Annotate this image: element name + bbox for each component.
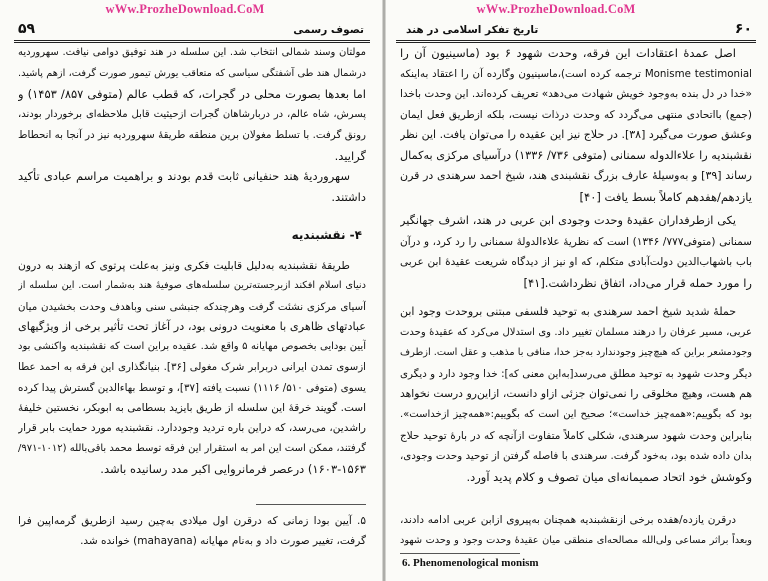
page-right <box>384 0 768 581</box>
text-line: ۱۶۰۳-۱۵۶۳) درعصر فرمانروایی اکبر مدد رسانیده باشد. <box>100 461 366 476</box>
footnote-line: ۵. آیین بودا زمانی که درقرن اول میلادی به‌چین رسید ازطریق گرمه‌اپین فرا <box>18 515 366 527</box>
text-line: حملهٔ شدید شیخ احمد سرهندی به توحید فلسفی مبتنی بروحدت وجود ابن <box>400 305 736 318</box>
paragraph <box>18 43 366 166</box>
text-line: اما بعدها بصورت محلی در گجرات، که قطب عالم (متوفی ۸۵۷/ ۱۴۵۳) و <box>18 87 366 101</box>
text-line: دنیای اسلام افکند ازبرجسته‌ترین سلسله‌های صوفیهٔ هند به‌شمار است. این سلسله از <box>18 280 366 292</box>
text-line: بود که بگوییم:«همه‌چیز خداست»؛ صحیح این است که بگوییم:«همه‌چیز ازخداست». <box>400 408 752 420</box>
text-line: بنابراین وحدت شهود سرهندی، شکلی کاملاً متفاوت ازآنچه که در بارهٔ توحید حلاج <box>400 429 752 442</box>
text-line: مولتان وسند شمالی انتخاب شد. این سلسله در هند توفیق دوامی نیافت. سهروردیه <box>18 47 366 58</box>
footnote-rule <box>256 504 366 505</box>
footnote-line: گرفت، تغییر صورت داد و به‌نام مهایانه (mahayana) خوانده شد. <box>80 535 366 547</box>
text-line: رساند [۳۹] و به‌وسیلهٔ عارف بزرگ نقشبندی هند، شیخ احمد سرهندی در قرن <box>400 169 752 182</box>
footnote-rule <box>400 553 520 554</box>
paragraph <box>400 43 752 207</box>
footnote: 6. Phenomenological monism <box>402 557 539 569</box>
text-line: داشتند. <box>331 189 366 204</box>
text-line: طریقهٔ نقشبندیه به‌دلیل قابلیت فکری ونیز به‌علت پرتوی که ازهند به درون <box>18 259 350 272</box>
running-head: تاریخ تفکر اسلامی در هند <box>406 24 539 36</box>
text-line: آسیای مرکزی نشئت گرفت وهرچندکه جنبشی سنی وباهدف وحدت بخشیدن میان <box>18 300 366 313</box>
text-line: بدان داده شده بود، به‌خود گرفت. سرهندی با فاصله گرفتن از توحید وحدت وجودی، <box>400 450 752 463</box>
text-line: آیین بودایی بخصوص مهایانه ۵ واقع شد. عقیده براین است که نقشبندیه واکنشی بود <box>18 341 366 353</box>
text-line: درقرن یازده/هفده برخی ازنقشبندیه همچنان به‌پیروی ازابن عربی ادامه دادند، <box>400 514 736 526</box>
text-line: عبادتهای ظاهری با معنویت درونی بود، در آغاز تحت تأثیر برخی از ویژگیهای <box>18 319 366 333</box>
text-line: دیگر وحدت شهود به توحید مطلق می‌رسد[به‌این معنی که]: خدا وجود دارد و دیگری <box>400 367 752 380</box>
page-number: ۵۹ <box>18 21 36 37</box>
text-line: سمنانی (متوفی۷۷۷/ ۱۳۴۶) است که نظریهٔ علاءالدولهٔ سمنانی را رد کرد، و درآن <box>400 235 752 248</box>
text-line: پسرش، شاه عالم، در دربارشاهان گجرات ازحیثیت قابل ملاحظه‌ای برخوردار بودند، <box>18 108 366 120</box>
text-line: راشدین، می‌رسد، که دراین باره تردید وجوددارد. نقشبندیه مورد حمایت بابر قرار <box>18 422 366 435</box>
text-line: (جمع) بااتحادی منتهی می‌گردد که وحدت درذات نیست، بلکه ازطریق فعل ایمان <box>400 108 752 121</box>
text-line: نقشبندیه را علاءالدوله سمنانی (متوفی ۷۳۶/ ۱۳۳۶) درآسیای مرکزی به‌کمال <box>400 148 752 162</box>
watermark: wWw.ProzheDownload.CoM <box>105 2 265 16</box>
text-line: یکی ازطرفداران عقیدهٔ وحدت وجودی ابن عربی در هند، اشرف جهانگیر <box>400 214 736 227</box>
text-line: عربی، مسیر عرفان را درهند مسلمان تغییر داد. وی استدلال می‌کرد که عقیدهٔ وحدت <box>400 326 752 338</box>
paragraph <box>400 302 752 487</box>
paragraph <box>400 211 752 293</box>
text-line: سهروردیهٔ هند حنفیانی ثابت قدم بودند و براهمیت مراسم عبادی تأکید <box>18 169 350 183</box>
page-number: ۶۰ <box>734 21 752 37</box>
text-line: «خدا در دل بنده به‌وجود خویش شهادت می‌دهد» تعریف کرده‌اند. این وحدت باخدا <box>400 88 752 100</box>
text-line: یسوی (متوفی ۵۱۰/ ۱۱۱۶) نسبت یافته [۳۷]، و توسط بهاءالدین گسترش پیدا کرده <box>18 381 366 394</box>
text-line: یازدهم/هفدهم کاملاً بسط یافت [۴۰] <box>579 189 752 204</box>
text-line: رونق گرفت. با تسلط مغولان برین منطقه طریقهٔ سهروردیه نیز در آنجا به انحطاط <box>18 129 366 141</box>
watermark: wWw.ProzheDownload.CoM <box>476 2 636 16</box>
section-heading: ۴- نقشبندیه <box>291 228 362 242</box>
text-line: گرایید. <box>334 148 366 163</box>
footnote <box>18 511 366 551</box>
paragraph <box>400 510 752 551</box>
text-line: گرفتند، ممکن است این امر به استقرار این فرقه توسط محمد باقی‌بالله (۱۰۱۲-۹۷۱/ <box>18 442 366 454</box>
text-line: وعشق صورت می‌گیرد [۳۸]. در حلاج نیز این عقیده را می‌توان یافت. این نظر <box>400 128 752 141</box>
text-line: ازسوی تمدن ایرانی دربرابر شرک مغولی [۳۶]. بنیانگذاری این فرقه به احمد عطا <box>18 361 366 374</box>
text-line: است. گویند خرقهٔ این سلسله از طریق بایزید بسطامی به ابوبکر، نخستین خلیفهٔ <box>18 402 366 415</box>
paragraph <box>18 166 366 207</box>
text-line: درشمال هند طی آشفتگی سیاسی که متعاقب یورش تیمور صورت گرفت، ازهم پاشید. <box>18 67 366 79</box>
text-line: وبعداً براثر مساعی ولی‌الله مصالحه‌ای منطقی میان عقیدهٔ وحدت وجود و وحدت شهود <box>400 534 752 546</box>
text-line: باب باشهاب‌الدین دولت‌آبادی متکلم، که او نیز از دیدگاه شریعت عقیدهٔ ابن عربی <box>400 256 752 268</box>
paragraph <box>18 256 366 479</box>
text-line: وکوشش خود اتحاد صمیمانه‌ای میان تصوف و کلام پدید آورد. <box>466 469 752 484</box>
text-line: Monisme testimonial ترجمه کرده است)،ماسینیون وگارده آن را اعتقاد به‌اینکه <box>400 67 752 80</box>
running-head: تصوف رسمی <box>293 24 364 36</box>
text-line: وجودمشعر براین که هیچ‌چیز وجودندارد به‌جز خدا، منافی با مذهب و عقل است. ازطرف <box>400 347 752 359</box>
text-line: را مورد حمله قرار می‌داد، اتفاق نظرداشت.[۴۱] <box>523 275 752 290</box>
text-line: اصل عمدهٔ اعتقادات این فرقه، وحدت شهود ۶ بود (ماسینیون آن را <box>400 46 736 60</box>
text-line: هم هست، وهیچ مخلوقی را نمی‌توان جزئی ازاو دانست، ازاین‌رو درست نخواهد <box>400 387 752 401</box>
